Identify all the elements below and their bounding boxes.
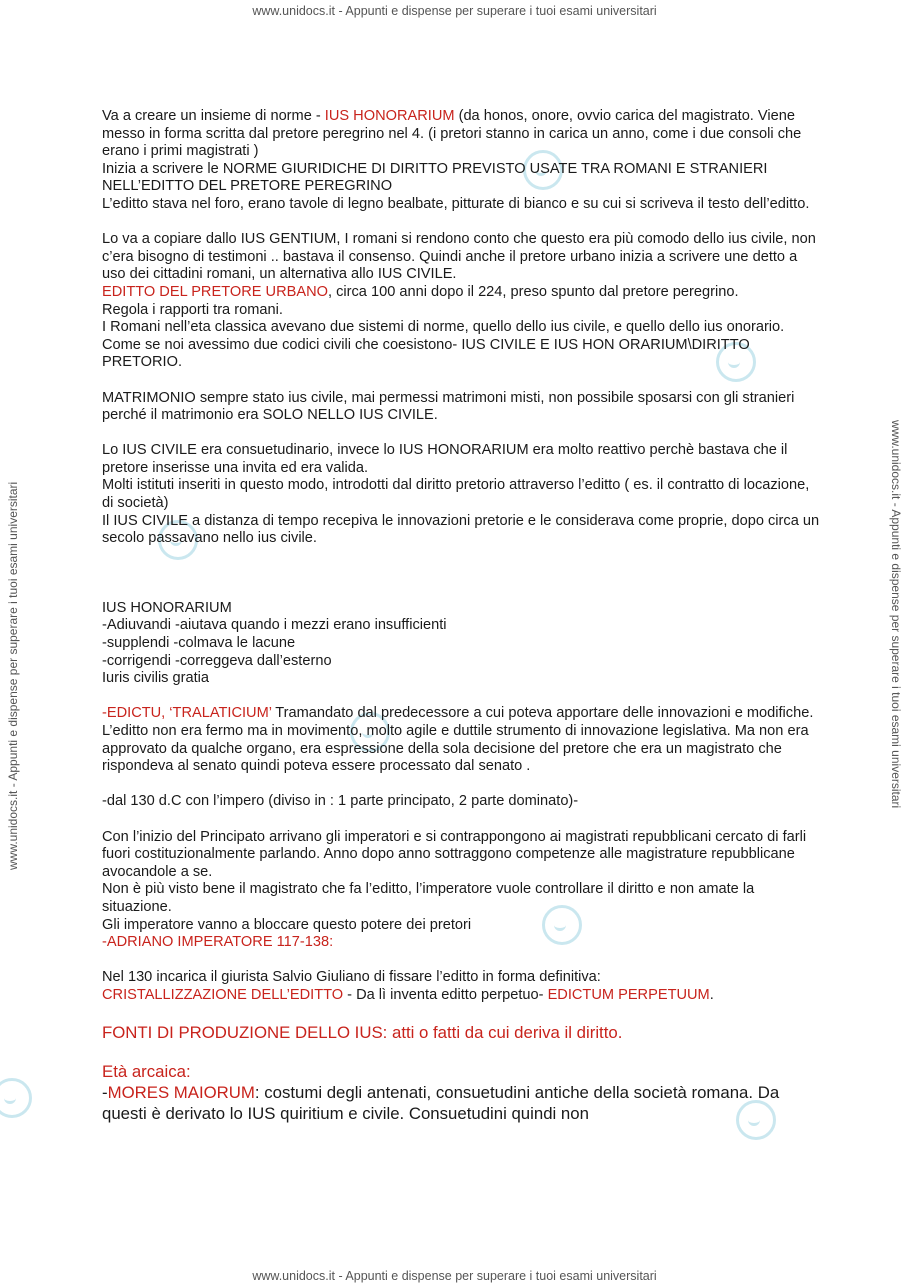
- paragraph: Lo IUS CIVILE era consuetudinario, invece lo IUS HONORARIUM era molto reattivo perchè bastava che il pretore inserisse una invita ed era valida.: [102, 442, 788, 476]
- section-heading: FONTI DI PRODUZIONE DELLO IUS: atti o fatti da cui deriva il diritto.: [102, 1023, 623, 1043]
- list-item: -corrigendi -correggeva dall’esterno: [102, 652, 332, 669]
- paragraph: Non è più visto bene il magistrato che fa l’editto, l’imperatore vuole controllare il diritto e non amate la situazione.: [102, 881, 755, 915]
- paragraph: Con l’inizio del Principato arrivano gli imperatori e si contrappongono ai magistrati repubblicani cercato di farli fuori costituzionalmente parlando. Anno dopo anno sottraggono competenze alle magistrature repubblicane avocandole a se.: [102, 828, 807, 880]
- list-item: -Adiuvandi -aiutava quando i mezzi erano insufficienti: [102, 617, 447, 634]
- paragraph: -ADRIANO IMPERATORE 117-138:: [102, 934, 334, 951]
- list-item: Iuris civilis gratia: [102, 670, 210, 687]
- paragraph: Inizia a scrivere le NORME GIURIDICHE DI DIRITTO PREVISTO USATE TRA ROMANI E STRANIERI NELL’EDITTO DEL PRETORE PEREGRINO: [102, 160, 768, 195]
- list-item: -supplendi -colmava le lacune: [102, 635, 296, 652]
- seal-logo-icon: [0, 1078, 32, 1118]
- document-body: [102, 108, 822, 1124]
- watermark-top: www.unidocs.it - Appunti e dispense per superare i tuoi esami universitari: [252, 4, 657, 18]
- paragraph: -dal 130 d.C con l’impero (diviso in : 1 parte principato, 2 parte dominato)-: [102, 793, 579, 810]
- paragraph: L’editto stava nel foro, erano tavole di legno bealbate, pitturate di bianco e su cui si scriveva il testo dell’editto.: [102, 195, 810, 212]
- paragraph: CRISTALLIZZAZIONE DELL’EDITTO - Da lì inventa editto perpetuo- EDICTUM PERPETUUM.: [102, 986, 714, 1003]
- paragraph: Il IUS CIVILE a distanza di tempo recepiva le innovazioni pretorie e le considerava come proprie, dopo circa un secolo passavano nello ius civile.: [102, 512, 820, 547]
- paragraph: Molti istituti inseriti in questo modo, introdotti dal diritto pretorio attraverso l’editto ( es. il contratto di locazione, di società): [102, 477, 810, 512]
- paragraph: I Romani nell’eta classica avevano due sistemi di norme, quello dello ius civile, e quello dello ius onorario. Come se noi avessimo due codici civili che coesistono- IUS CIVILE E IUS HON ORARIUM\DIRITTO PRETORIO.: [102, 319, 785, 371]
- watermark-bottom: www.unidocs.it - Appunti e dispense per superare i tuoi esami universitari: [252, 1269, 657, 1283]
- section-heading: Età arcaica:: [102, 1061, 191, 1081]
- paragraph: MATRIMONIO sempre stato ius civile, mai permessi matrimoni misti, non possibile sposarsi con gli stranieri perché il matrimonio era SOLO NELLO IUS CIVILE.: [102, 389, 795, 424]
- paragraph: Nel 130 incarica il giurista Salvio Giuliano di fissare l’editto in forma definitiva:: [102, 969, 601, 986]
- paragraph: Gli imperatore vanno a bloccare questo potere dei pretori: [102, 916, 472, 933]
- paragraph: EDITTO DEL PRETORE URBANO, circa 100 anni dopo il 224, preso spunto dal pretore peregrino.: [102, 283, 739, 300]
- paragraph: Va a creare un insieme di norme - IUS HONORARIUM (da honos, onore, ovvio carica del magistrato. Viene messo in forma scritta dal pretore peregrino nel 4. (i pretori stanno in carica un anno, come i due consoli che erano i primi magistrati ): [102, 108, 802, 160]
- list-title: IUS HONORARIUM: [102, 599, 232, 616]
- paragraph: Lo va a copiare dallo IUS GENTIUM, I romani si rendono conto che questo era più comodo dello ius civile, non c’era bisogno di testimoni .. bastava il consenso. Quindi anche il pretore urbano inizia a scrivere une detto a uso dei cittadini romani, un alternativa allo IUS CIVILE.: [102, 231, 816, 283]
- paragraph: Regola i rapporti tra romani.: [102, 301, 283, 318]
- paragraph: -EDICTU, ‘TRALATICIUM’ Tramandato dal predecessore a cui poteva apportare delle innovazioni e modifiche. L’editto non era fermo ma in movimento, molto agile e duttile strumento di innovazione legislativa. Ma non era approvato da qualche organo, era espressione della sola decisione del pretore che era un magistrato che rispondeva al senato quindi poteva essere processato dal senato .: [102, 705, 814, 775]
- paragraph: -MORES MAIORUM: costumi degli antenati, consuetudini antiche della società romana. Da questi è derivato lo IUS quiritium e civile. Consuetudini quindi non: [102, 1082, 780, 1123]
- watermark-left: www.unidocs.it - Appunti e dispense per superare i tuoi esami universitari: [6, 481, 20, 870]
- watermark-right: www.unidocs.it - Appunti e dispense per superare i tuoi esami universitari: [889, 420, 903, 809]
